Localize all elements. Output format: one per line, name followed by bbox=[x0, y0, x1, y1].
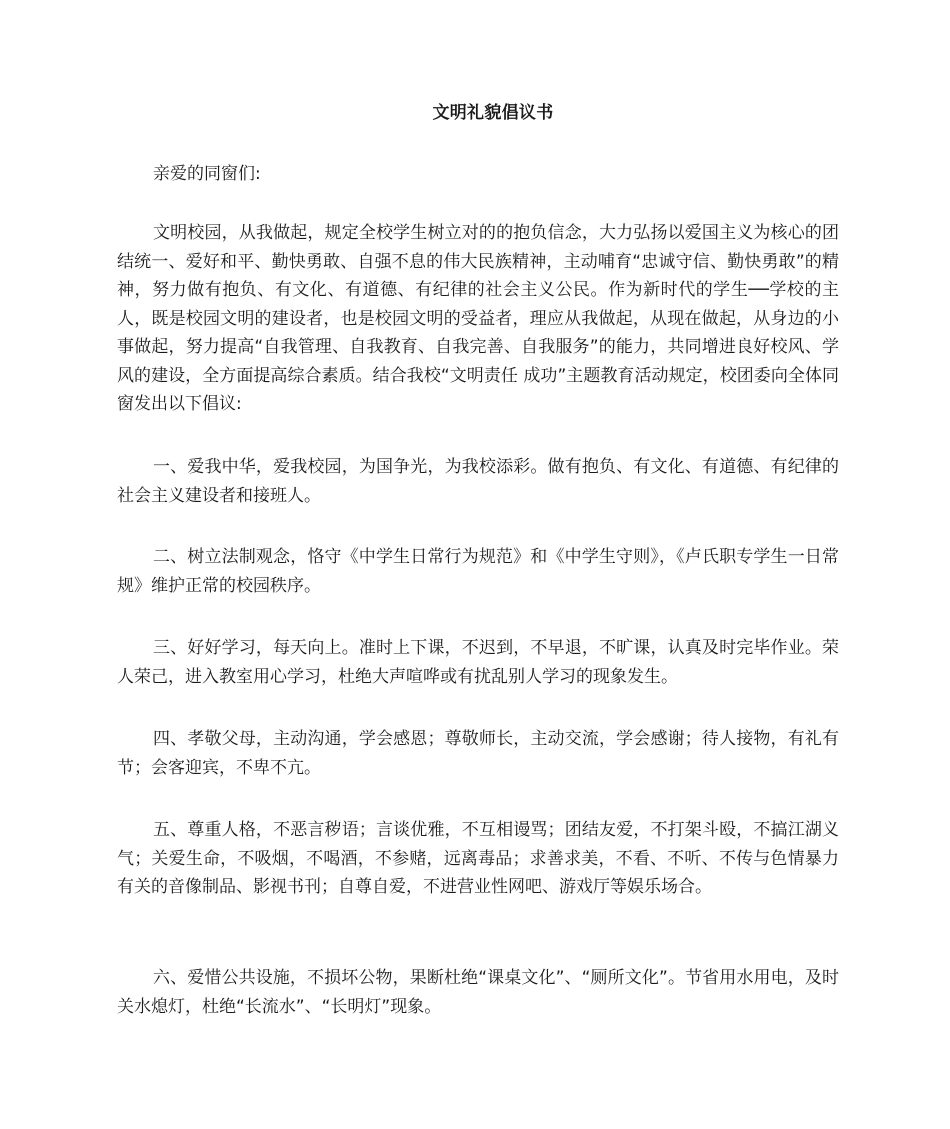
proposal-item-2: 二、树立法制观念，恪守《中学生日常行为规范》和《中学生守则》，《卢氏职专学生一日常规》维护正常的校园秩序。 bbox=[117, 547, 839, 596]
document-title: 文明礼貌倡议书 bbox=[432, 103, 554, 123]
proposal-item-5: 五、尊重人格，不恶言秽语；言谈优雅，不互相谩骂；团结友爱，不打架斗殴，不搞江湖义气；关爱生命，不吸烟，不喝酒，不参赌，远离毒品；求善求美，不看、不听、不传与色情暴力有关的音像制品、影视书刊；自尊自爱，不进营业性网吧、游戏厅等娱乐场合。 bbox=[117, 820, 839, 897]
proposal-item-4: 四、孝敬父母，主动沟通，学会感恩；尊敬师长，主动交流，学会感谢；待人接物，有礼有节；会客迎宾，不卑不亢。 bbox=[117, 729, 839, 778]
intro-paragraph: 文明校园，从我做起，规定全校学生树立对的的抱负信念，大力弘扬以爱国主义为核心的团结统一、爱好和平、勤快勇敢、自强不息的伟大民族精神，主动哺育“忠诚守信、勤快勇敢”的精神，努力做有抱负、有文化、有道德、有纪律的社会主义公民。作为新时代的学生──学校的主人，既是校园文明的建设者，也是校园文明的受益者，理应从我做起，从现在做起，从身边的小事做起，努力提高“自我管理、自我教育、自我完善、自我服务”的能力，共同增进良好校风、学风的建设，全方面提高综合素质。结合我校“文明责任 成功”主题教育活动规定，校团委向全体同窗发出以下倡议: bbox=[117, 223, 839, 414]
proposal-item-3: 三、好好学习，每天向上。准时上下课，不迟到，不早退，不旷课，认真及时完毕作业。荣人荣己，进入教室用心学习，杜绝大声喧哗或有扰乱别人学习的现象发生。 bbox=[117, 638, 839, 687]
proposal-item-1: 一、爱我中华，爱我校园，为国争光，为我校添彩。做有抱负、有文化、有道德、有纪律的社会主义建设者和接班人。 bbox=[117, 457, 839, 506]
proposal-item-6: 六、爱惜公共设施，不损坏公物，果断杜绝“课桌文化”、“厕所文化”。节省用水用电，及时关水熄灯，杜绝“长流水”、“长明灯”现象。 bbox=[117, 968, 839, 1017]
salutation: 亲爱的同窗们: bbox=[153, 164, 261, 184]
